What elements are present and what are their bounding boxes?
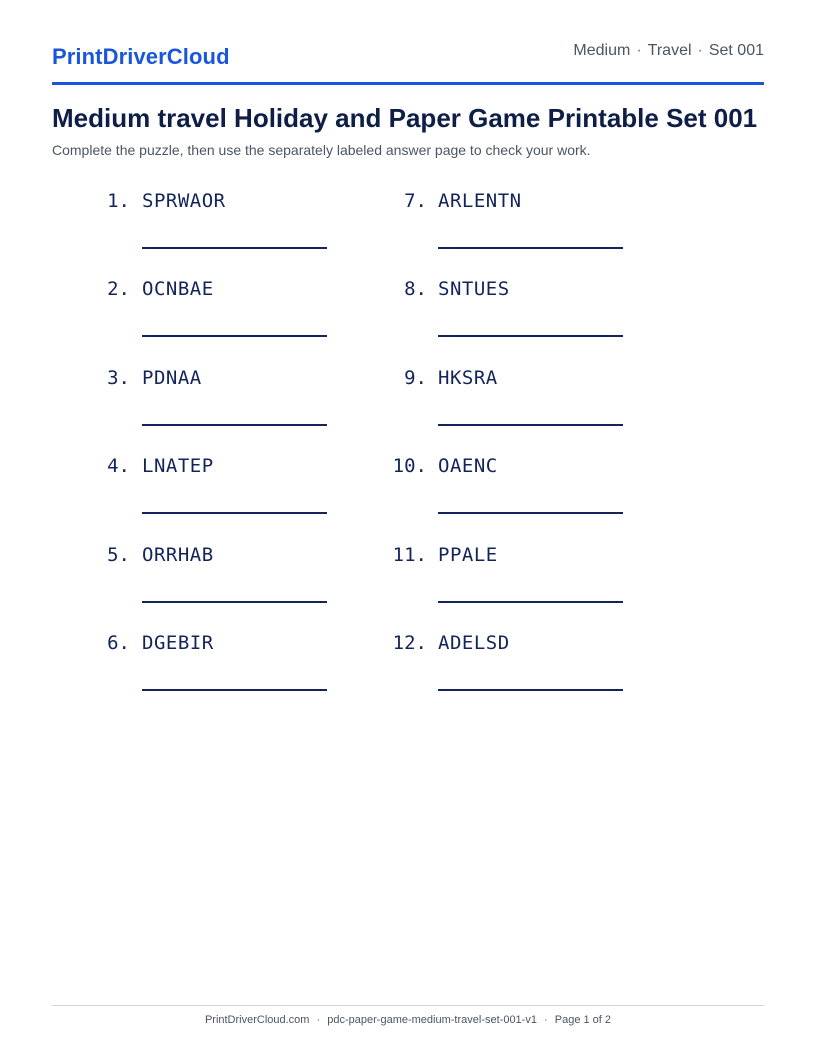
- answer-blank[interactable]: [142, 247, 327, 249]
- footer-code: pdc-paper-game-medium-travel-set-001-v1: [327, 1014, 537, 1026]
- header-divider: [52, 82, 764, 85]
- scrambled-word: LNATEP: [142, 455, 214, 478]
- puzzle-number: 1.: [107, 190, 130, 212]
- puzzle-number: 4.: [107, 455, 130, 478]
- footer-separator: ·: [544, 1014, 548, 1026]
- scrambled-word: PDNAA: [142, 366, 202, 389]
- puzzle-number: 3.: [107, 366, 130, 389]
- scrambled-word: HKSRA: [438, 366, 498, 389]
- meta-theme: Travel: [647, 42, 692, 59]
- brand-logo-text: PrintDriverCloud: [52, 44, 230, 69]
- puzzle-number: 5.: [107, 543, 130, 566]
- footer-site: PrintDriverCloud.com: [204, 1014, 310, 1026]
- footer-divider: [52, 1005, 764, 1006]
- meta-difficulty: Medium: [573, 42, 631, 59]
- scrambled-word: SNTUES: [438, 278, 510, 301]
- answer-blank[interactable]: [142, 689, 327, 691]
- answer-blank[interactable]: [438, 689, 623, 691]
- meta-separator: ·: [636, 42, 642, 59]
- answer-blank[interactable]: [142, 512, 327, 514]
- scrambled-word: ARLENTN: [438, 190, 522, 212]
- answer-blank[interactable]: [438, 335, 623, 337]
- answer-blank[interactable]: [438, 512, 623, 514]
- scrambled-word: SPRWAOR: [142, 190, 226, 212]
- scrambled-word: DGEBIR: [142, 632, 214, 654]
- answer-blank[interactable]: [438, 424, 623, 426]
- page-footer: [0, 1014, 816, 1026]
- page-meta: [573, 42, 764, 60]
- page-title: Medium travel Holiday and Paper Game Printable Set 001: [52, 103, 758, 133]
- answer-blank[interactable]: [142, 335, 327, 337]
- page-subtitle: Complete the puzzle, then use the separately labeled answer page to check your work.: [52, 142, 591, 158]
- scrambled-word: ORRHAB: [142, 543, 214, 566]
- puzzle-number: 2.: [107, 278, 130, 301]
- puzzle-number: 7.: [404, 190, 427, 212]
- puzzle-number: 8.: [404, 278, 427, 301]
- answer-blank[interactable]: [142, 424, 327, 426]
- meta-separator: ·: [697, 42, 703, 59]
- puzzle-number: 6.: [107, 632, 130, 654]
- puzzle-number: 9.: [404, 366, 427, 389]
- footer-page-number: Page 1 of 2: [554, 1014, 612, 1026]
- answer-blank[interactable]: [142, 601, 327, 603]
- puzzle-number: 10.: [392, 455, 427, 478]
- puzzle-number: 12.: [392, 632, 427, 654]
- meta-set: Set 001: [708, 42, 764, 59]
- scrambled-word: PPALE: [438, 543, 498, 566]
- scrambled-word: ADELSD: [438, 632, 510, 654]
- answer-blank[interactable]: [438, 247, 623, 249]
- footer-separator: ·: [316, 1014, 321, 1026]
- scrambled-word: OAENC: [438, 455, 498, 478]
- answer-blank[interactable]: [438, 601, 623, 603]
- scrambled-word: OCNBAE: [142, 278, 214, 301]
- puzzle-number: 11.: [392, 543, 427, 566]
